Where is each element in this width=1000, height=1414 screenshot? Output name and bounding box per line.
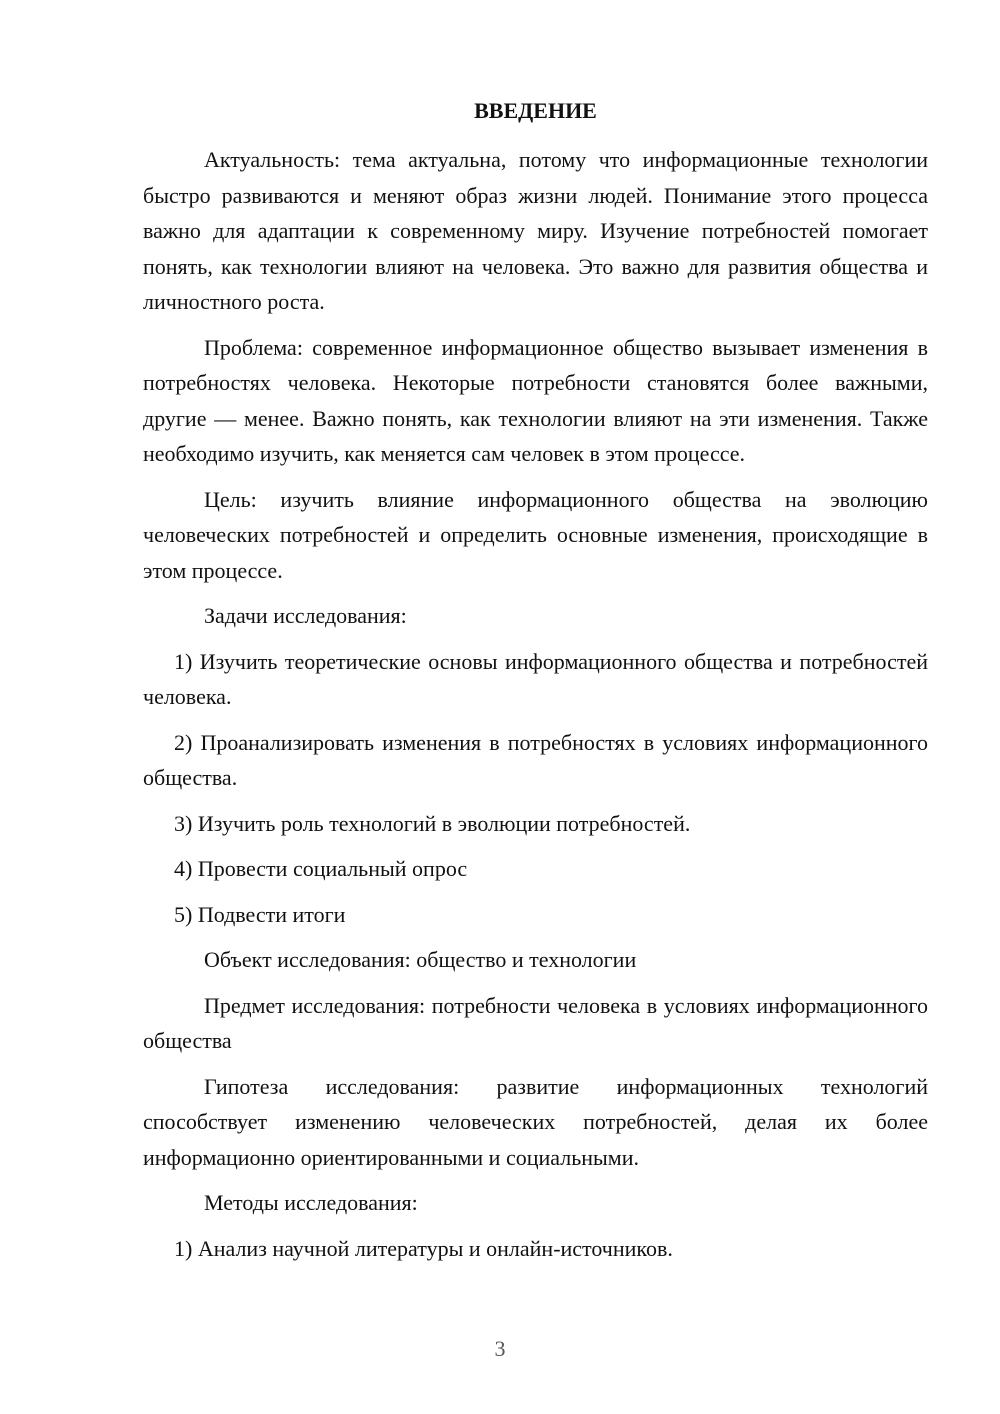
list-item-task-3: 3) Изучить роль технологий в эволюции потребностей. xyxy=(174,810,691,836)
paragraph-subject: Предмет исследования: потребности человека в условиях информационного общества xyxy=(143,992,928,1053)
paragraph-goal: Цель: изучить влияние информационного общества на эволюцию человеческих потребностей и определить основные изменения, происходящие в этом процессе. xyxy=(143,486,928,583)
list-item-task-2: 2) Проанализировать изменения в потребностях в условиях информационного общества. xyxy=(143,729,928,790)
paragraph-problem: Проблема: современное информационное общество вызывает изменения в потребностях человека. Некоторые потребности становятся более важными, другие — менее. Важно понять, как технологии влияют на эти изменения. Также необходимо изучить, как меняется сам человек в этом процессе. xyxy=(143,334,928,466)
paragraph-hypothesis: Гипотеза исследования: развитие информационных технологий способствует изменению человеческих потребностей, делая их более информационно ориентированными и социальными. xyxy=(143,1073,928,1170)
page-number: 3 xyxy=(494,1336,506,1361)
list-item-task-5: 5) Подвести итоги xyxy=(174,901,346,927)
paragraph-object: Объект исследования: общество и технологии xyxy=(204,947,637,972)
page-title: ВВЕДЕНИЕ xyxy=(474,98,597,123)
paragraph-tasks-heading: Задачи исследования: xyxy=(204,603,407,628)
document-body xyxy=(143,142,928,1276)
paragraph-methods-heading: Методы исследования: xyxy=(204,1190,418,1215)
paragraph-relevance: Актуальность: тема актуальна, потому что информационные технологии быстро развиваются и меняют образ жизни людей. Понимание этого процесса важно для адаптации к современному миру. Изучение потребностей помогает понять, как технологии влияют на человека. Это важно для развития общества и личностного роста. xyxy=(143,147,928,314)
list-item-task-1: 1) Изучить теоретические основы информационного общества и потребностей человека. xyxy=(143,648,928,709)
list-item-task-4: 4) Провести социальный опрос xyxy=(174,856,468,881)
list-item-method-1: 1) Анализ научной литературы и онлайн-источников. xyxy=(174,1235,673,1261)
